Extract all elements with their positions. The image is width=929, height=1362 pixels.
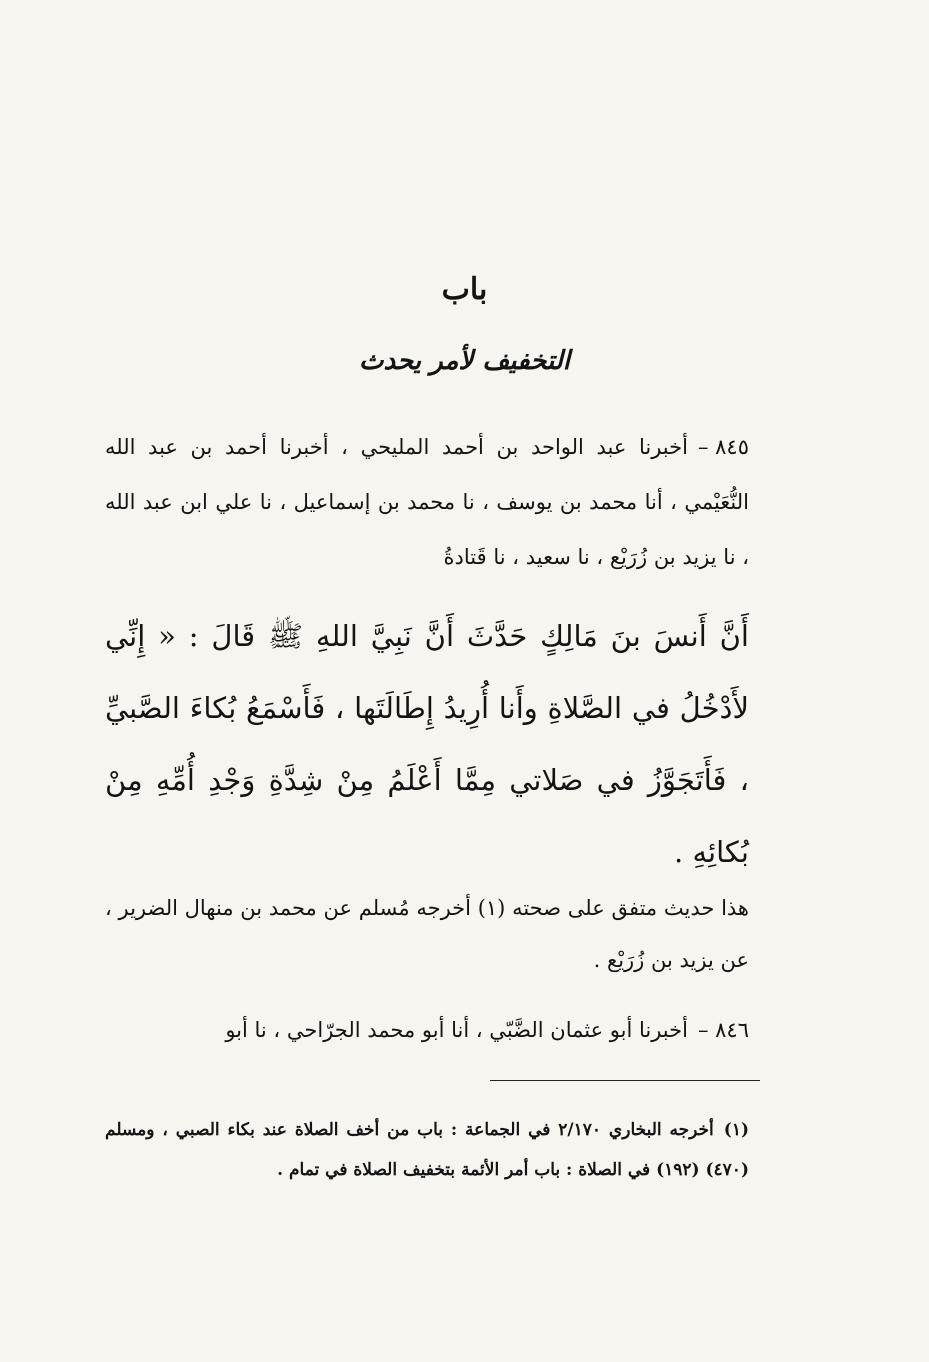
hadith-845-isnad-text: أخبرنا عبد الواحد بن أحمد المليحي ، أخبرنا أحمد بن عبد الله النُّعَيْمي ، أنا محمد بن يوسف ، نا محمد بن إسماعيل ، نا علي ابن عبد الله ، نا يزيد بن زُرَيْع ، نا سعيد ، نا قَتادةُ bbox=[105, 435, 749, 569]
hadith-846-isnad-text: أخبرنا أبو عثمان الضَّبّي ، أنا أبو محمد الجرّاحي ، نا أبو bbox=[225, 1018, 688, 1042]
hadith-845-number: ٨٤٥ – bbox=[697, 435, 749, 459]
hadith-845-matn-text: أَنَّ أَنسَ بنَ مَالِكٍ حَدَّثَ أَنَّ نَبِيَّ اللهِ ﷺ قَالَ : « إِنِّي لأَدْخُلُ في الصَّلاةِ وأَنا أُرِيدُ إِطَالَتَها ، فَأَسْمَعُ بُكاءَ الصَّبيِّ ، فَأَتَجَوَّزُ في صَلاتي مِمَّا أَعْلَمُ مِنْ شِدَّةِ وَجْدِ أُمِّهِ مِنْ بُكائِهِ . bbox=[105, 619, 749, 869]
footnote-marker: (١) bbox=[723, 1120, 749, 1140]
hadith-846-number: ٨٤٦ – bbox=[697, 1018, 749, 1042]
hadith-845-takhrij bbox=[105, 882, 749, 986]
chapter-label: باب bbox=[441, 272, 488, 307]
hadith-845-matn bbox=[105, 600, 749, 888]
chapter-title: التخفيف لأمر يحدث bbox=[358, 346, 571, 376]
footnote-divider bbox=[490, 1080, 760, 1081]
hadith-846-isnad bbox=[105, 1004, 749, 1056]
hadith-845-takhrij-text: هذا حديث متفق على صحته (١) أخرجه مُسلم عن محمد بن منهال الضرير ، عن يزيد بن زُرَيْع . bbox=[105, 896, 749, 972]
hadith-845-isnad bbox=[105, 420, 749, 585]
footnote-text: أخرجه البخاري ٢/١٧٠ في الجماعة : باب من أخف الصلاة عند بكاء الصبي ، ومسلم (٤٧٠) (١٩٢) في الصلاة : باب أمر الأئمة بتخفيف الصلاة في تمام . bbox=[105, 1120, 749, 1180]
footnote bbox=[105, 1110, 749, 1190]
